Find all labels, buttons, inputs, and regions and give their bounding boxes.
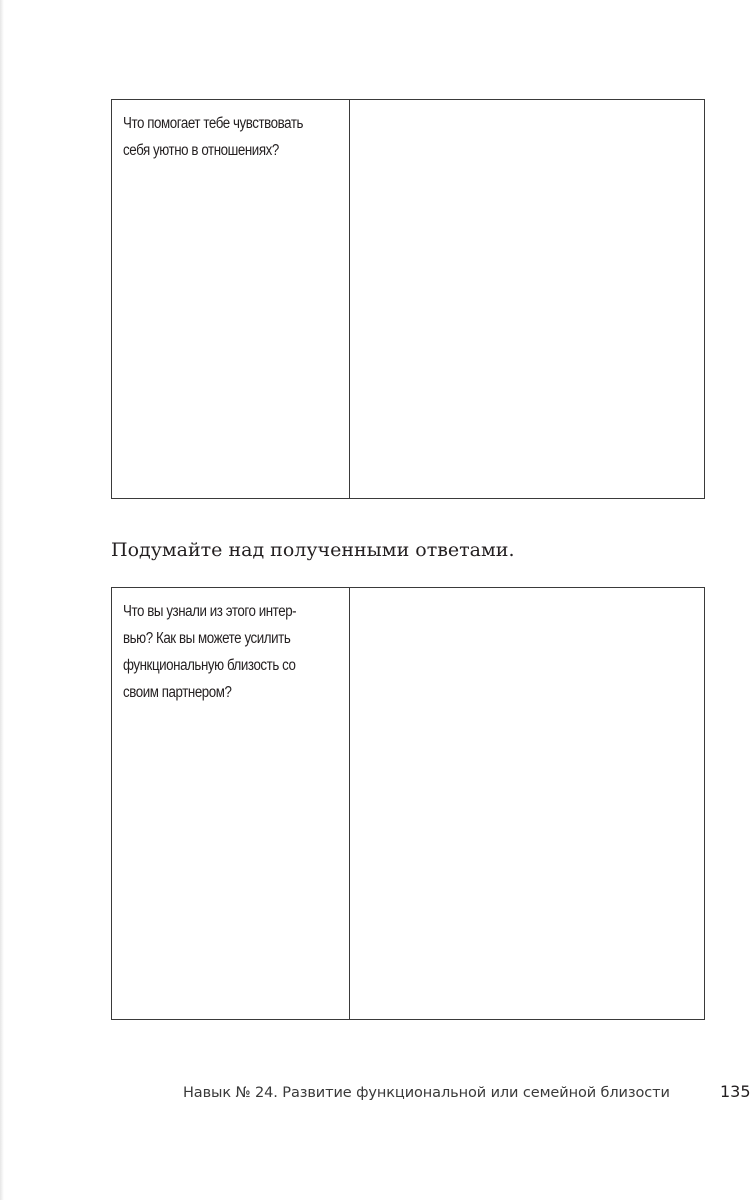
question-table-2 (111, 587, 705, 1020)
answer-cell-1[interactable] (350, 100, 704, 498)
question-cell-1 (112, 100, 350, 498)
question-2-text: Что вы узнали из этого интер- вью? Как вы можете усилить функциональную близость со своим партнером? (123, 603, 297, 701)
question-cell-2 (112, 588, 350, 1019)
page-number: 135 (720, 1082, 751, 1101)
running-head: Навык № 24. Развитие функциональной или семейной близости (183, 1085, 670, 1101)
question-1-text: Что помогает тебе чувствовать себя уютно в отношениях? (123, 115, 304, 159)
page-edge-shadow (0, 0, 4, 1200)
question-table-1 (111, 99, 705, 499)
answer-cell-2[interactable] (350, 588, 704, 1019)
reflection-prompt: Подумайте над полученными ответами. (111, 539, 515, 561)
